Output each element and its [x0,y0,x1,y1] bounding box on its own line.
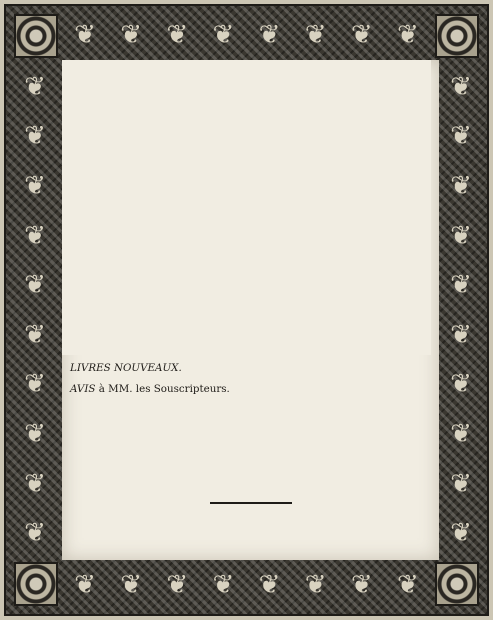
acanthus-leaf-icon: ❦ [450,121,472,152]
table-of-contents [70,80,431,403]
acanthus-leaf-icon: ❦ [450,220,472,251]
acanthus-leaf-icon: ❦ [304,20,327,50]
acanthus-leaf-icon: ❦ [258,20,281,50]
acanthus-leaf-icon: ❦ [24,220,46,251]
acanthus-leaf-icon: ❦ [24,170,46,201]
acanthus-leaf-icon: ❦ [120,570,143,600]
border-top-ornaments [62,12,431,58]
acanthus-leaf-icon: ❦ [350,20,373,50]
toc-entry [70,361,431,376]
acanthus-leaf-icon: ❦ [166,20,189,50]
acanthus-leaf-icon: ❦ [304,570,327,600]
acanthus-leaf-icon: ❦ [450,71,472,102]
acanthus-leaf-icon: ❦ [450,270,472,301]
acanthus-leaf-icon: ❦ [450,170,472,201]
border-bottom-ornaments [62,562,431,608]
acanthus-leaf-icon: ❦ [24,468,46,499]
acanthus-leaf-icon: ❦ [120,20,143,50]
acanthus-leaf-icon: ❦ [24,418,46,449]
toc-entry [70,325,431,355]
acanthus-leaf-icon: ❦ [24,369,46,400]
acanthus-leaf-icon: ❦ [24,71,46,102]
acanthus-leaf-icon: ❦ [212,570,235,600]
acanthus-leaf-icon: ❦ [397,20,419,50]
acanthus-leaf-icon: ❦ [24,518,46,549]
acanthus-leaf-icon: ❦ [450,319,472,350]
acanthus-leaf-icon: ❦ [212,20,235,50]
border-right-ornaments [439,62,483,558]
entry-section: LIVRES NOUVEAUX. [70,362,182,374]
acanthus-leaf-icon: ❦ [450,418,472,449]
closing-divider [210,502,292,504]
rosette-icon [14,562,58,606]
acanthus-leaf-icon: ❦ [166,570,189,600]
acanthus-leaf-icon: ❦ [397,570,419,600]
acanthus-leaf-icon: ❦ [24,121,46,152]
entry-author: à MM. les Souscripteurs. [95,383,230,395]
acanthus-leaf-icon: ❦ [74,570,96,600]
rosette-icon [435,562,479,606]
rosette-icon [14,14,58,58]
border-left-ornaments [12,62,58,558]
rosette-icon [435,14,479,58]
entry-section: AVIS [70,383,96,395]
acanthus-leaf-icon: ❦ [450,369,472,400]
acanthus-leaf-icon: ❦ [450,468,472,499]
toc-entry [70,382,431,397]
acanthus-leaf-icon: ❦ [74,20,96,50]
paper-sheet [62,60,439,560]
acanthus-leaf-icon: ❦ [24,270,46,301]
acanthus-leaf-icon: ❦ [258,570,281,600]
acanthus-leaf-icon: ❦ [24,319,46,350]
acanthus-leaf-icon: ❦ [450,518,472,549]
acanthus-leaf-icon: ❦ [350,570,373,600]
entry-page-number [62,60,431,355]
